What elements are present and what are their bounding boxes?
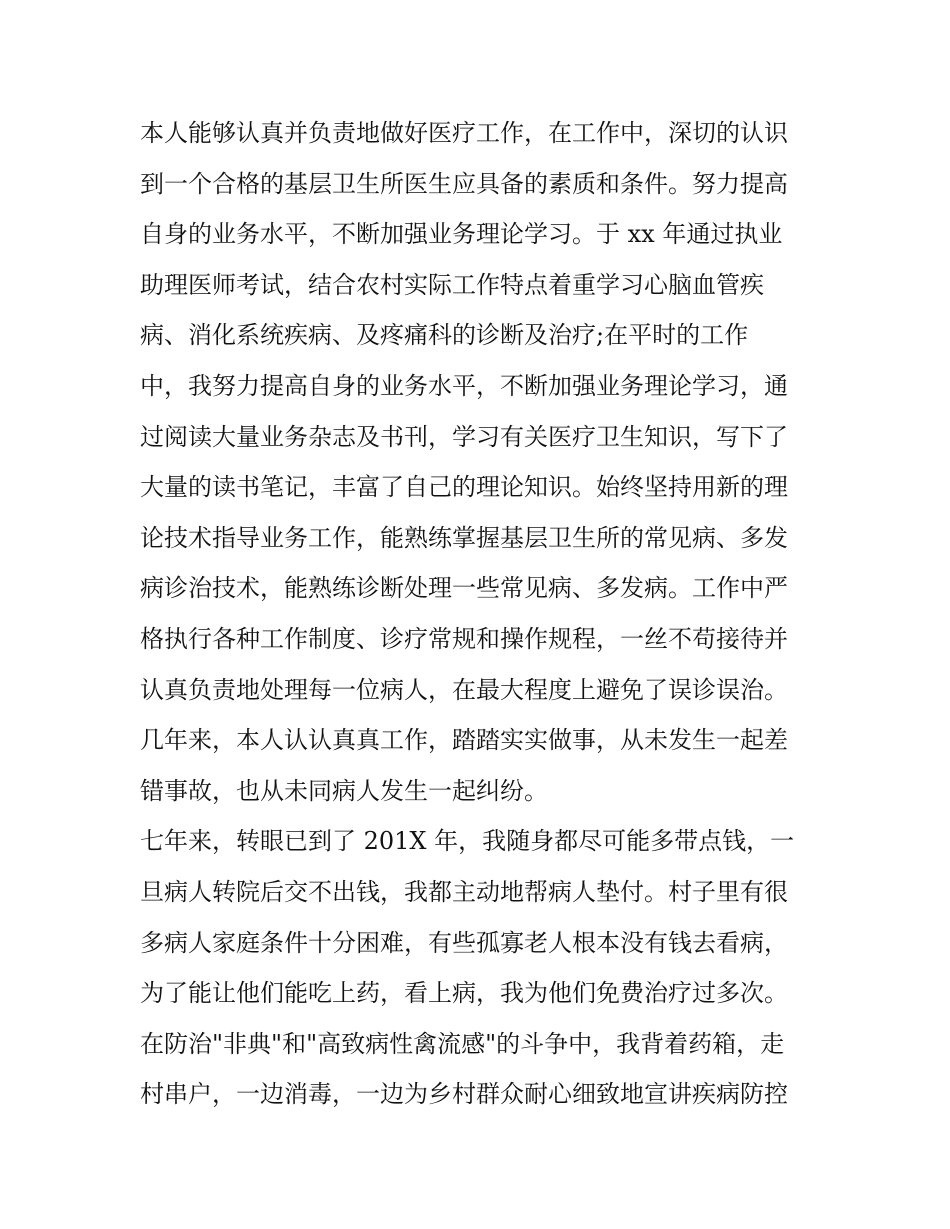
- text-line: 村串户，一边消毒，一边为乡村群众耐心细致地宣讲疾病防控: [140, 1080, 788, 1109]
- text-line: 中，我努力提高自身的业务水平，不断加强业务理论学习，通: [140, 371, 788, 400]
- text-line: 自身的业务水平，不断加强业务理论学习。于 xx 年通过执业: [140, 220, 783, 249]
- text-line: 为了能让他们能吃上药，看上病，我为他们免费治疗过多次。: [140, 979, 788, 1008]
- text-line: 认真负责地处理每一位病人，在最大程度上避免了误诊误治。: [140, 675, 788, 704]
- text-line: 错事故，也从未同病人发生一起纠纷。: [140, 776, 548, 805]
- text-line: 大量的读书笔记，丰富了自己的理论知识。始终坚持用新的理: [140, 473, 788, 502]
- text-line: 病诊治技术，能熟练诊断处理一些常见病、多发病。工作中严: [140, 574, 788, 603]
- text-line: 本人能够认真并负责地做好医疗工作，在工作中，深切的认识: [140, 119, 788, 147]
- text-line: 在防治"非典"和"高致病性禽流感"的斗争中，我背着药箱，走: [140, 1029, 785, 1058]
- text-line: 助理医师考试，结合农村实际工作特点着重学习心脑血管疾: [140, 270, 764, 299]
- text-line: 格执行各种工作制度、诊疗常规和操作规程，一丝不苟接待并: [140, 624, 788, 653]
- text-line: 七年来，转眼已到了 201X 年，我随身都尽可能多带点钱，一: [140, 827, 795, 856]
- text-line: 到一个合格的基层卫生所医生应具备的素质和条件。努力提高: [140, 169, 788, 198]
- text-line: 几年来，本人认认真真工作，踏踏实实做事，从未发生一起差: [140, 726, 788, 755]
- text-line: 过阅读大量业务杂志及书刊，学习有关医疗卫生知识，写下了: [140, 422, 788, 451]
- text-line: 病、消化系统疾病、及疼痛科的诊断及治疗;在平时的工作: [140, 321, 749, 350]
- text-line: 多病人家庭条件十分困难，有些孤寡老人根本没有钱去看病，: [140, 928, 788, 957]
- text-line: 论技术指导业务工作，能熟练掌握基层卫生所的常见病、多发: [140, 523, 788, 552]
- body-text: [140, 108, 820, 1120]
- text-line: 旦病人转院后交不出钱，我都主动地帮病人垫付。村子里有很: [140, 877, 788, 906]
